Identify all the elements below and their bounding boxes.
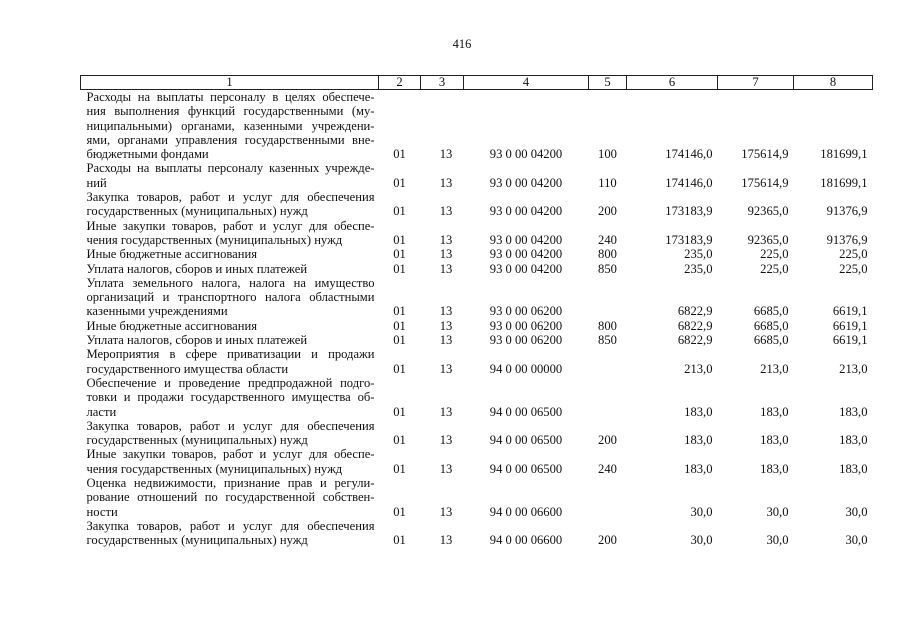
expense-type-code: 200 bbox=[598, 204, 617, 219]
subsection-code: 13 bbox=[439, 433, 453, 448]
subsection-code: 13 bbox=[439, 247, 453, 262]
amount-year-2: 6685,0 bbox=[753, 304, 789, 319]
amount-year-3: 6619,1 bbox=[832, 318, 868, 333]
table-row bbox=[81, 219, 873, 248]
description-line: Уплата земельного налога, налога на имущество bbox=[86, 275, 375, 290]
section-code: 01 bbox=[393, 461, 406, 476]
amount-year-2: 30,0 bbox=[766, 504, 789, 519]
table-row bbox=[81, 447, 873, 476]
target-article-code: 93 0 00 04200 bbox=[489, 232, 563, 247]
amount-year-1: 173183,9 bbox=[665, 204, 713, 219]
target-article-code: 93 0 00 04200 bbox=[489, 147, 563, 162]
col-header-5: 5 bbox=[589, 76, 627, 90]
col-header-7: 7 bbox=[718, 76, 794, 90]
amount-year-2: 6685,0 bbox=[753, 333, 789, 348]
amount-year-2: 183,0 bbox=[760, 461, 789, 476]
description-line: товки и продажи государственного имущества об- bbox=[86, 390, 375, 405]
description-line: ности bbox=[86, 504, 118, 519]
amount-year-1: 174146,0 bbox=[665, 147, 713, 162]
subsection-code: 13 bbox=[439, 261, 453, 276]
expense-type-code: 100 bbox=[598, 147, 617, 162]
target-article-code: 93 0 00 04200 bbox=[489, 261, 563, 276]
section-code: 01 bbox=[393, 361, 406, 376]
section-code: 01 bbox=[393, 304, 406, 319]
description-line: государственных (муниципальных) нужд bbox=[86, 533, 308, 548]
description-line: Обеспечение и проведение предпродажной подго- bbox=[86, 375, 375, 390]
subsection-code: 13 bbox=[439, 504, 453, 519]
header-row bbox=[81, 76, 873, 90]
amount-year-2: 183,0 bbox=[760, 404, 789, 419]
row-description bbox=[81, 333, 379, 347]
table-row bbox=[81, 419, 873, 448]
description-line: ниципальными) органами, казенными учреждени- bbox=[86, 118, 375, 133]
amount-year-2: 92365,0 bbox=[747, 204, 789, 219]
amount-year-1: 6822,9 bbox=[677, 318, 713, 333]
amount-year-3: 91376,9 bbox=[826, 232, 868, 247]
section-code: 01 bbox=[393, 175, 406, 190]
description-line: Мероприятия в сфере приватизации и продажи bbox=[86, 347, 375, 362]
target-article-code: 93 0 00 04200 bbox=[489, 247, 563, 262]
row-description bbox=[81, 262, 379, 276]
amount-year-3: 181699,1 bbox=[820, 175, 868, 190]
amount-year-3: 30,0 bbox=[845, 533, 868, 548]
description-line: ями, органами управления государственными вне- bbox=[86, 132, 375, 147]
section-code: 01 bbox=[393, 261, 406, 276]
row-description bbox=[81, 519, 379, 548]
description-line: государственного имущества области bbox=[86, 361, 289, 376]
expense-type-code: 240 bbox=[598, 461, 617, 476]
target-article-code: 93 0 00 06200 bbox=[489, 318, 563, 333]
description-line: Закупка товаров, работ и услуг для обеспечения bbox=[86, 518, 375, 533]
row-description bbox=[81, 247, 379, 261]
table-row bbox=[81, 319, 873, 333]
expense-type-code: 850 bbox=[598, 261, 617, 276]
table-body bbox=[81, 90, 873, 548]
target-article-code: 93 0 00 04200 bbox=[489, 204, 563, 219]
description-line: Иные закупки товаров, работ и услуг для обеспе- bbox=[86, 447, 375, 462]
amount-year-1: 30,0 bbox=[690, 504, 713, 519]
table-row bbox=[81, 519, 873, 548]
expense-type-code: 200 bbox=[598, 533, 617, 548]
row-description bbox=[81, 319, 379, 333]
row-description bbox=[81, 161, 379, 190]
amount-year-1: 183,0 bbox=[684, 461, 713, 476]
amount-year-1: 6822,9 bbox=[677, 333, 713, 348]
description-line: государственных (муниципальных) нужд bbox=[86, 204, 308, 219]
expense-type-code: 800 bbox=[598, 318, 617, 333]
amount-year-2: 175614,9 bbox=[741, 175, 789, 190]
description-line: Оценка недвижимости, признание прав и регули- bbox=[86, 476, 375, 491]
amount-year-3: 6619,1 bbox=[832, 304, 868, 319]
description-line: ласти bbox=[86, 404, 117, 419]
table-row bbox=[81, 333, 873, 347]
budget-table bbox=[80, 75, 873, 548]
amount-year-2: 225,0 bbox=[760, 247, 789, 262]
description-line: Иные закупки товаров, работ и услуг для обеспе- bbox=[86, 218, 375, 233]
section-code: 01 bbox=[393, 333, 406, 348]
description-line: организаций и транспортного налога областными bbox=[86, 290, 375, 305]
amount-year-1: 213,0 bbox=[684, 361, 713, 376]
description-line: Иные бюджетные ассигнования bbox=[86, 247, 258, 262]
target-article-code: 93 0 00 04200 bbox=[489, 175, 563, 190]
section-code: 01 bbox=[393, 318, 406, 333]
target-article-code: 94 0 00 06500 bbox=[489, 404, 563, 419]
target-article-code: 94 0 00 06600 bbox=[489, 504, 563, 519]
row-description bbox=[81, 219, 379, 248]
amount-year-1: 183,0 bbox=[684, 404, 713, 419]
amount-year-2: 213,0 bbox=[760, 361, 789, 376]
description-line: Расходы на выплаты персоналу казенных учрежде- bbox=[86, 161, 375, 176]
description-line: бюджетными фондами bbox=[86, 147, 209, 162]
target-article-code: 93 0 00 06200 bbox=[489, 333, 563, 348]
subsection-code: 13 bbox=[439, 361, 453, 376]
description-line: Закупка товаров, работ и услуг для обеспечения bbox=[86, 190, 375, 205]
description-line: Уплата налогов, сборов и иных платежей bbox=[86, 333, 308, 348]
subsection-code: 13 bbox=[439, 533, 453, 548]
description-line: Иные бюджетные ассигнования bbox=[86, 318, 258, 333]
description-line: государственных (муниципальных) нужд bbox=[86, 433, 308, 448]
target-article-code: 93 0 00 06200 bbox=[489, 304, 563, 319]
subsection-code: 13 bbox=[439, 175, 453, 190]
section-code: 01 bbox=[393, 533, 406, 548]
table-row bbox=[81, 347, 873, 376]
row-description bbox=[81, 276, 379, 319]
amount-year-3: 183,0 bbox=[839, 404, 868, 419]
col-header-3: 3 bbox=[421, 76, 464, 90]
description-line: Уплата налогов, сборов и иных платежей bbox=[86, 261, 308, 276]
expense-type-code: 800 bbox=[598, 247, 617, 262]
row-description bbox=[81, 447, 379, 476]
amount-year-3: 183,0 bbox=[839, 461, 868, 476]
section-code: 01 bbox=[393, 247, 406, 262]
amount-year-1: 235,0 bbox=[684, 261, 713, 276]
description-line: ний bbox=[86, 175, 107, 190]
table-row bbox=[81, 161, 873, 190]
subsection-code: 13 bbox=[439, 404, 453, 419]
amount-year-2: 175614,9 bbox=[741, 147, 789, 162]
description-line: чения государственных (муниципальных) нужд bbox=[86, 232, 343, 247]
target-article-code: 94 0 00 06500 bbox=[489, 433, 563, 448]
description-line: Расходы на выплаты персоналу в целях обеспече- bbox=[86, 90, 375, 104]
amount-year-2: 6685,0 bbox=[753, 318, 789, 333]
amount-year-2: 30,0 bbox=[766, 533, 789, 548]
section-code: 01 bbox=[393, 504, 406, 519]
subsection-code: 13 bbox=[439, 333, 453, 348]
subsection-code: 13 bbox=[439, 461, 453, 476]
expense-type-code bbox=[589, 347, 627, 376]
col-header-2: 2 bbox=[379, 76, 421, 90]
row-description bbox=[81, 347, 379, 376]
subsection-code: 13 bbox=[439, 232, 453, 247]
amount-year-1: 173183,9 bbox=[665, 232, 713, 247]
amount-year-1: 30,0 bbox=[690, 533, 713, 548]
page-number: 416 bbox=[452, 37, 472, 51]
table-row bbox=[81, 276, 873, 319]
amount-year-1: 174146,0 bbox=[665, 175, 713, 190]
amount-year-2: 225,0 bbox=[760, 261, 789, 276]
amount-year-3: 225,0 bbox=[839, 261, 868, 276]
subsection-code: 13 bbox=[439, 147, 453, 162]
col-header-8: 8 bbox=[794, 76, 873, 90]
amount-year-3: 181699,1 bbox=[820, 147, 868, 162]
target-article-code: 94 0 00 00000 bbox=[489, 361, 563, 376]
expense-type-code: 200 bbox=[598, 433, 617, 448]
col-header-4: 4 bbox=[464, 76, 589, 90]
amount-year-2: 92365,0 bbox=[747, 232, 789, 247]
table-row bbox=[81, 476, 873, 519]
amount-year-1: 183,0 bbox=[684, 433, 713, 448]
row-description bbox=[81, 376, 379, 419]
section-code: 01 bbox=[393, 232, 406, 247]
expense-type-code: 850 bbox=[598, 333, 617, 348]
amount-year-3: 183,0 bbox=[839, 433, 868, 448]
col-header-1: 1 bbox=[81, 76, 379, 90]
expense-type-code: 240 bbox=[598, 232, 617, 247]
expense-type-code bbox=[589, 376, 627, 419]
subsection-code: 13 bbox=[439, 318, 453, 333]
target-article-code: 94 0 00 06500 bbox=[489, 461, 563, 476]
row-description bbox=[81, 90, 379, 162]
amount-year-3: 6619,1 bbox=[832, 333, 868, 348]
row-description bbox=[81, 190, 379, 219]
section-code: 01 bbox=[393, 433, 406, 448]
section-code: 01 bbox=[393, 147, 406, 162]
description-line: Закупка товаров, работ и услуг для обеспечения bbox=[86, 418, 375, 433]
amount-year-1: 6822,9 bbox=[677, 304, 713, 319]
amount-year-3: 213,0 bbox=[839, 361, 868, 376]
section-code: 01 bbox=[393, 204, 406, 219]
description-line: чения государственных (муниципальных) нужд bbox=[86, 461, 343, 476]
amount-year-3: 30,0 bbox=[845, 504, 868, 519]
table-row bbox=[81, 262, 873, 276]
subsection-code: 13 bbox=[439, 204, 453, 219]
description-line: казенными учреждениями bbox=[86, 304, 228, 319]
amount-year-2: 183,0 bbox=[760, 433, 789, 448]
section-code: 01 bbox=[393, 404, 406, 419]
table-row bbox=[81, 190, 873, 219]
table-row bbox=[81, 247, 873, 261]
target-article-code: 94 0 00 06600 bbox=[489, 533, 563, 548]
row-description bbox=[81, 476, 379, 519]
row-description bbox=[81, 419, 379, 448]
amount-year-3: 225,0 bbox=[839, 247, 868, 262]
table-row bbox=[81, 90, 873, 162]
description-line: рование отношений по государственной собствен- bbox=[86, 490, 375, 505]
col-header-6: 6 bbox=[627, 76, 718, 90]
amount-year-3: 91376,9 bbox=[826, 204, 868, 219]
expense-type-code: 110 bbox=[598, 175, 617, 190]
amount-year-1: 235,0 bbox=[684, 247, 713, 262]
description-line: ния выполнения функций государственными (му- bbox=[86, 104, 375, 119]
subsection-code: 13 bbox=[439, 304, 453, 319]
table-row bbox=[81, 376, 873, 419]
expense-type-code bbox=[589, 276, 627, 319]
expense-type-code bbox=[589, 476, 627, 519]
